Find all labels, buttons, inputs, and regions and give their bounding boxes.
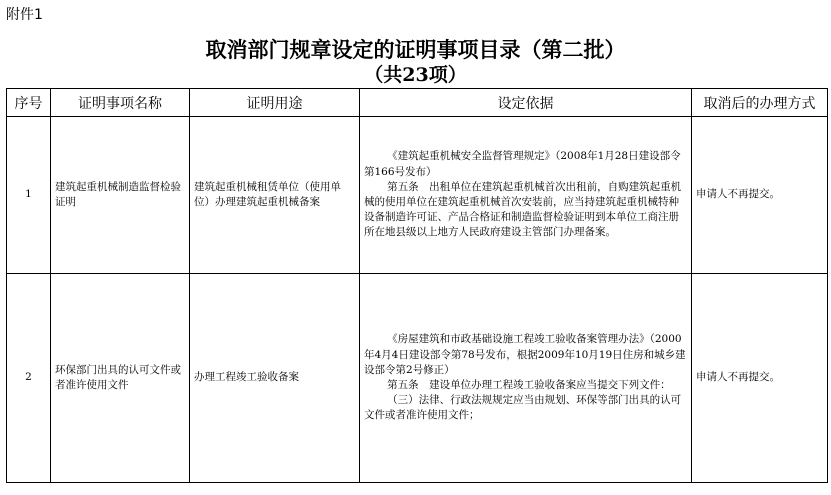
document-subtitle: （共23项） bbox=[364, 64, 467, 86]
table-row bbox=[7, 274, 828, 483]
header-basis: 设定依据 bbox=[360, 89, 692, 117]
table-header-row bbox=[7, 89, 828, 117]
row-basis bbox=[360, 117, 692, 274]
header-item-name: 证明事项名称 bbox=[51, 89, 190, 117]
row-basis bbox=[360, 274, 692, 483]
basis-regulation: 《房屋建筑和市政基础设施工程竣工验收备案管理办法》（2000年4月4日建设部令第78号发布，根据2009年10月19日住房和城乡建设部令第2号修正） bbox=[364, 333, 686, 376]
certification-items-table bbox=[6, 88, 828, 483]
row-purpose: 办理工程竣工验收备案 bbox=[190, 274, 360, 483]
row-item-name: 环保部门出具的认可文件或者准许使用文件 bbox=[51, 274, 190, 483]
basis-regulation: 《建筑起重机械安全监督管理规定》（2008年1月28日建设部令第166号发布） bbox=[364, 150, 681, 178]
row-item-name: 建筑起重机械制造监督检验证明 bbox=[51, 117, 190, 274]
row-method: 申请人不再提交。 bbox=[692, 117, 828, 274]
row-method: 申请人不再提交。 bbox=[692, 274, 828, 483]
row-seq: 1 bbox=[7, 117, 51, 274]
header-seq: 序号 bbox=[7, 89, 51, 117]
table-row bbox=[7, 117, 828, 274]
row-seq: 2 bbox=[7, 274, 51, 483]
row-purpose: 建筑起重机械租赁单位（使用单位）办理建筑起重机械备案 bbox=[190, 117, 360, 274]
header-method: 取消后的办理方式 bbox=[692, 89, 828, 117]
basis-article: 第五条 出租单位在建筑起重机械首次出租前，自购建筑起重机械的使用单位在建筑起重机械首次安装前，应当持建筑起重机械特种设备制造许可证、产品合格证和制造监督检验证明到本单位工商注册所在地县级以上地方人民政府建设主管部门办理备案。 bbox=[364, 180, 682, 239]
basis-article: 第五条 建设单位办理工程竣工验收备案应当提交下列文件： bbox=[387, 379, 671, 391]
header-purpose: 证明用途 bbox=[190, 89, 360, 117]
document-title: 取消部门规章设定的证明事项目录（第二批） bbox=[205, 37, 626, 62]
basis-clause: （三）法律、行政法规规定应当由规划、环保等部门出具的认可文件或者准许使用文件； bbox=[364, 394, 682, 422]
attachment-label: 附件1 bbox=[6, 7, 43, 23]
